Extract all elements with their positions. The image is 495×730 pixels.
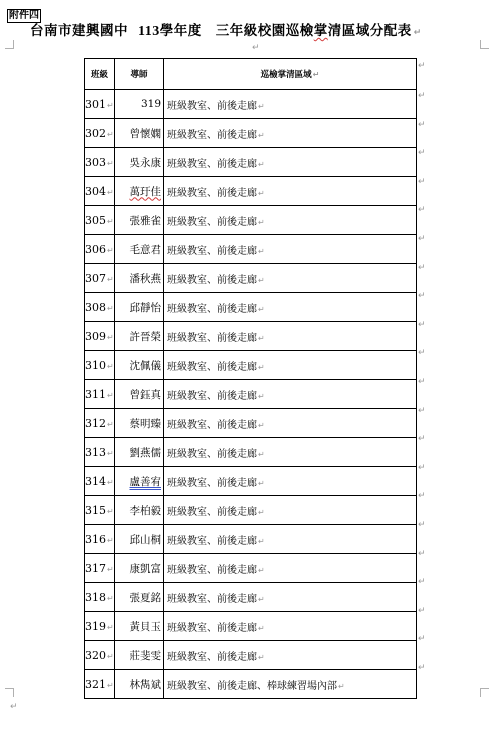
class-number-cell: 303↵	[85, 148, 115, 177]
area-cell: 班級教室、前後走廊、棒球練習場內部↵	[164, 670, 417, 699]
class-number-cell: 311↵	[85, 380, 115, 409]
class-number-cell: 321↵	[85, 670, 115, 699]
table-row	[85, 583, 417, 612]
row-end-mark: ↵	[418, 634, 426, 645]
area-cell: 班級教室、前後走廊↵	[164, 119, 417, 148]
area-cell: 班級教室、前後走廊↵	[164, 641, 417, 670]
table-row	[85, 293, 417, 322]
area-cell: 班級教室、前後走廊↵	[164, 148, 417, 177]
title-year: 113	[138, 24, 160, 39]
margin-corner-mark	[480, 40, 489, 49]
area-cell: 班級教室、前後走廊↵	[164, 467, 417, 496]
row-end-mark: ↵	[418, 377, 426, 387]
document-title	[30, 22, 480, 41]
class-number-cell: 304↵	[85, 177, 115, 206]
paragraph-mark: ↵	[252, 43, 260, 53]
table-row	[85, 409, 417, 438]
class-number-cell: 302↵	[85, 119, 115, 148]
teacher-cell: 曾懷嫻	[115, 119, 164, 148]
area-cell: 班級教室、前後走廊↵	[164, 235, 417, 264]
area-cell: 班級教室、前後走廊↵	[164, 380, 417, 409]
table-row	[85, 438, 417, 467]
table-row	[85, 612, 417, 641]
paragraph-mark: ↵	[413, 28, 422, 38]
margin-corner-mark	[5, 40, 14, 49]
title-subject-mark: 掌	[313, 23, 328, 39]
title-subject-post: 清區域分配表	[327, 23, 412, 39]
teacher-cell: 邱山桐	[115, 525, 164, 554]
table-row	[85, 119, 417, 148]
paragraph-mark: ↵	[10, 702, 18, 712]
class-number-cell: 301↵	[85, 90, 115, 119]
area-cell: 班級教室、前後走廊↵	[164, 322, 417, 351]
table-row	[85, 525, 417, 554]
header-area: 巡檢掌清區域↵	[164, 59, 417, 90]
table-row	[85, 206, 417, 235]
class-number-cell: 318↵	[85, 583, 115, 612]
class-number-cell: 307↵	[85, 264, 115, 293]
area-cell: 班級教室、前後走廊↵	[164, 612, 417, 641]
teacher-cell: 邱靜怡	[115, 293, 164, 322]
class-number-cell: 317↵	[85, 554, 115, 583]
row-end-mark: ↵	[418, 61, 426, 71]
row-end-mark: ↵	[418, 91, 426, 101]
teacher-cell: 毛意君	[115, 235, 164, 264]
table-row	[85, 467, 417, 496]
class-number-cell: 320↵	[85, 641, 115, 670]
area-cell: 班級教室、前後走廊↵	[164, 351, 417, 380]
row-end-mark: ↵	[418, 548, 426, 559]
table-body	[85, 90, 417, 699]
title-subject-pre: 校園巡檢	[257, 23, 314, 39]
row-end-mark: ↵	[418, 577, 426, 588]
class-number-cell: 315↵	[85, 496, 115, 525]
table-row	[85, 496, 417, 525]
teacher-cell: 林雋斌	[115, 670, 164, 699]
allocation-table	[84, 58, 417, 699]
row-end-mark: ↵	[418, 205, 426, 216]
header-class: 班級	[85, 59, 115, 90]
teacher-cell: 黃貝玉	[115, 612, 164, 641]
class-number-cell: 314↵	[85, 467, 115, 496]
area-cell: 班級教室、前後走廊↵	[164, 90, 417, 119]
class-number-cell: 312↵	[85, 409, 115, 438]
table-row	[85, 670, 417, 699]
teacher-cell: 蔡明臻	[115, 409, 164, 438]
teacher-cell: 319	[115, 90, 164, 119]
table-row	[85, 380, 417, 409]
row-end-mark: ↵	[418, 605, 426, 616]
table-row	[85, 264, 417, 293]
title-term: 學年度	[159, 23, 202, 39]
table-row	[85, 351, 417, 380]
table-row	[85, 322, 417, 351]
row-end-mark: ↵	[418, 148, 426, 159]
teacher-cell: 劉燕儒	[115, 438, 164, 467]
class-number-cell: 309↵	[85, 322, 115, 351]
table-row	[85, 177, 417, 206]
class-number-cell: 316↵	[85, 525, 115, 554]
area-cell: 班級教室、前後走廊↵	[164, 206, 417, 235]
margin-corner-mark	[480, 688, 489, 697]
header-teacher: 導師	[115, 59, 164, 90]
class-number-cell: 310↵	[85, 351, 115, 380]
row-end-mark: ↵	[418, 319, 426, 330]
area-cell: 班級教室、前後走廊↵	[164, 293, 417, 322]
attachment-label: 附件四	[9, 10, 39, 21]
class-number-cell: 308↵	[85, 293, 115, 322]
margin-corner-mark	[5, 688, 14, 697]
table-row	[85, 148, 417, 177]
title-school: 台南市建興國中	[30, 23, 128, 39]
class-number-cell: 313↵	[85, 438, 115, 467]
area-cell: 班級教室、前後走廊↵	[164, 583, 417, 612]
row-end-mark: ↵	[418, 291, 426, 302]
table-header-row	[85, 59, 417, 90]
row-end-mark: ↵	[418, 176, 426, 187]
row-end-mark: ↵	[418, 234, 426, 244]
class-number-cell: 306↵	[85, 235, 115, 264]
row-end-mark: ↵	[418, 491, 426, 502]
row-end-mark: ↵	[418, 119, 426, 130]
row-end-mark: ↵	[418, 348, 426, 359]
row-end-mark: ↵	[418, 462, 426, 473]
table-row	[85, 554, 417, 583]
teacher-cell: 張雅雀	[115, 206, 164, 235]
row-end-mark: ↵	[418, 663, 426, 673]
teacher-cell: 張夏銘	[115, 583, 164, 612]
area-cell: 班級教室、前後走廊↵	[164, 264, 417, 293]
teacher-cell: 萬玗佳	[115, 177, 164, 206]
teacher-cell: 康凱富	[115, 554, 164, 583]
area-cell: 班級教室、前後走廊↵	[164, 525, 417, 554]
teacher-cell: 曾鈺真	[115, 380, 164, 409]
table-row	[85, 641, 417, 670]
table-row	[85, 90, 417, 119]
teacher-cell: 沈佩儀	[115, 351, 164, 380]
table-row	[85, 235, 417, 264]
row-end-mark: ↵	[418, 262, 426, 273]
title-grade: 三年級	[215, 23, 258, 39]
area-cell: 班級教室、前後走廊↵	[164, 438, 417, 467]
teacher-cell: 許晉榮	[115, 322, 164, 351]
teacher-cell: 莊斐雯	[115, 641, 164, 670]
teacher-cell: 吳永康	[115, 148, 164, 177]
class-number-cell: 319↵	[85, 612, 115, 641]
area-cell: 班級教室、前後走廊↵	[164, 177, 417, 206]
area-cell: 班級教室、前後走廊↵	[164, 496, 417, 525]
row-end-mark: ↵	[418, 520, 426, 530]
class-number-cell: 305↵	[85, 206, 115, 235]
area-cell: 班級教室、前後走廊↵	[164, 554, 417, 583]
row-end-mark: ↵	[418, 434, 426, 445]
area-cell: 班級教室、前後走廊↵	[164, 409, 417, 438]
row-end-mark: ↵	[418, 405, 426, 416]
teacher-cell: 李柏毅	[115, 496, 164, 525]
teacher-cell: 潘秋燕	[115, 264, 164, 293]
teacher-cell: 盧善宥	[115, 467, 164, 496]
